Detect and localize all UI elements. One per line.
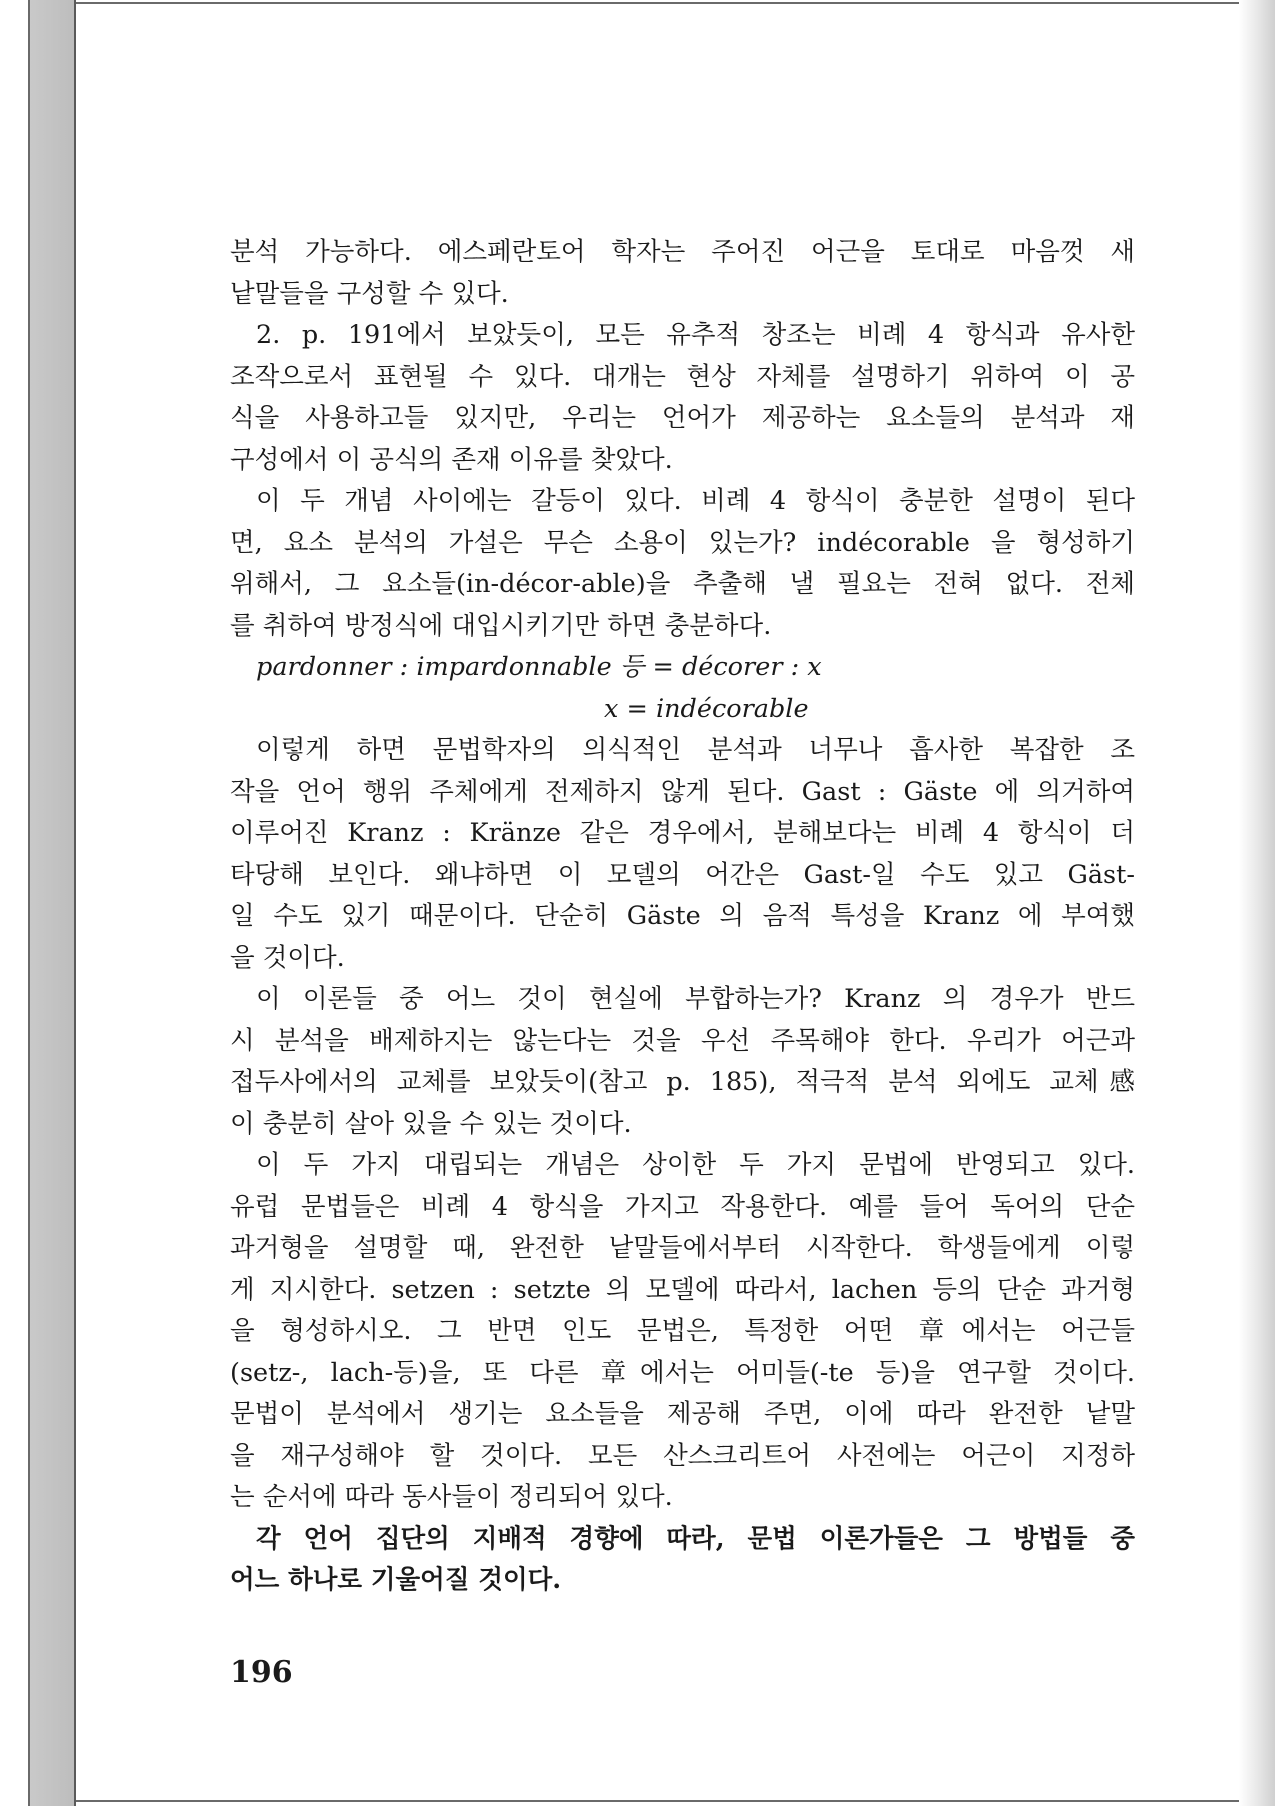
page-edge-shadow — [1239, 0, 1275, 1806]
formula-line: x = indécorable — [604, 693, 809, 724]
text-line: 식을 사용하고들 있지만, 우리는 언어가 제공하는 요소들의 분석과 재 — [230, 403, 1135, 433]
text-line: 시 분석을 배제하지는 않는다는 것을 우선 주목해야 한다. 우리가 어근과 — [230, 1025, 1135, 1056]
text-line: 이 이론들 중 어느 것이 현실에 부합하는가? Kranz 의 경우가 반드 — [256, 984, 1135, 1014]
text-line: 접두사에서의 교체를 보았듯이(참고 p. 185), 적극적 분석 외에도 교체感 — [230, 1067, 1135, 1097]
text-line: 게 지시한다. setzen : setzte 의 모델에 따라서, lachen 등의 단순 과거형 — [230, 1274, 1135, 1305]
text-line: 일 수도 있기 때문이다. 단순히 Gäste 의 음적 특성을 Kranz 에 부여했 — [230, 901, 1135, 931]
text-line: 을 형성하시오. 그 반면 인도 문법은, 특정한 어떤 章에서는 어근들 — [230, 1316, 1135, 1346]
text-line: 면, 요소 분석의 가설은 무슨 소용이 있는가? indécorable 을 형성하기 — [230, 527, 1135, 558]
text-line: 이렇게 하면 문법학자의 의식적인 분석과 너무나 흡사한 복잡한 조 — [256, 735, 1135, 765]
text-line: 2. p. 191에서 보았듯이, 모든 유추적 창조는 비례 4 항식과 유사한 — [256, 320, 1135, 350]
text-line: 이 충분히 살아 있을 수 있는 것이다. — [230, 1108, 632, 1139]
text-line: 분석 가능하다. 에스페란토어 학자는 주어진 어근을 토대로 마음껏 새 — [230, 237, 1135, 267]
text-line: 이 두 개념 사이에는 갈등이 있다. 비례 4 항식이 충분한 설명이 된다 — [256, 486, 1135, 516]
book-spine — [28, 0, 76, 1806]
text-line: 이 두 가지 대립되는 개념은 상이한 두 가지 문법에 반영되고 있다. — [256, 1150, 1135, 1180]
text-line: 유럽 문법들은 비례 4 항식을 가지고 작용한다. 예를 들어 독어의 단순 — [230, 1191, 1135, 1222]
body-text — [230, 232, 1135, 1602]
text-line: 어느 하나로 기울어질 것이다. — [230, 1565, 562, 1595]
text-line: 작을 언어 행위 주체에게 전제하지 않게 된다. Gast : Gäste 에 의거하여 — [230, 776, 1135, 807]
formula-line: pardonner : impardonnable 등 = décorer : x — [256, 652, 822, 682]
text-line: 문법이 분석에서 생기는 요소들을 제공해 주면, 이에 따라 완전한 낱말 — [230, 1399, 1135, 1429]
text-line: 을 것이다. — [230, 942, 345, 973]
text-line: 는 순서에 따라 동사들이 정리되어 있다. — [230, 1482, 673, 1512]
text-line: 낱말들을 구성할 수 있다. — [230, 278, 509, 309]
text-line: 타당해 보인다. 왜냐하면 이 모델의 어간은 Gast-일 수도 있고 Gäst- — [230, 859, 1135, 890]
text-line: 구성에서 이 공식의 존재 이유를 찾았다. — [230, 444, 673, 475]
text-line: 각 언어 집단의 지배적 경향에 따라, 문법 이론가들은 그 방법들 중 — [256, 1523, 1135, 1554]
text-line: 위해서, 그 요소들(in-décor-able)을 추출해 낼 필요는 전혀 없다. 전체 — [230, 569, 1135, 599]
text-line: (setz-, lach-등)을, 또 다른 章에서는 어미들(-te 등)을 연구할 것이다. — [230, 1357, 1135, 1388]
text-line: 를 취하여 방정식에 대입시키기만 하면 충분하다. — [230, 610, 772, 641]
text-line: 을 재구성해야 할 것이다. 모든 산스크리트어 사전에는 어근이 지정하 — [230, 1440, 1135, 1471]
text-line: 과거형을 설명할 때, 완전한 낱말들에서부터 시작한다. 학생들에게 이렇 — [230, 1233, 1135, 1263]
text-line: 조작으로서 표현될 수 있다. 대개는 현상 자체를 설명하기 위하여 이 공 — [230, 361, 1135, 392]
page-number: 196 — [230, 1655, 293, 1690]
text-line: 이루어진 Kranz : Kränze 같은 경우에서, 분해보다는 비례 4 항식이 더 — [230, 818, 1135, 848]
